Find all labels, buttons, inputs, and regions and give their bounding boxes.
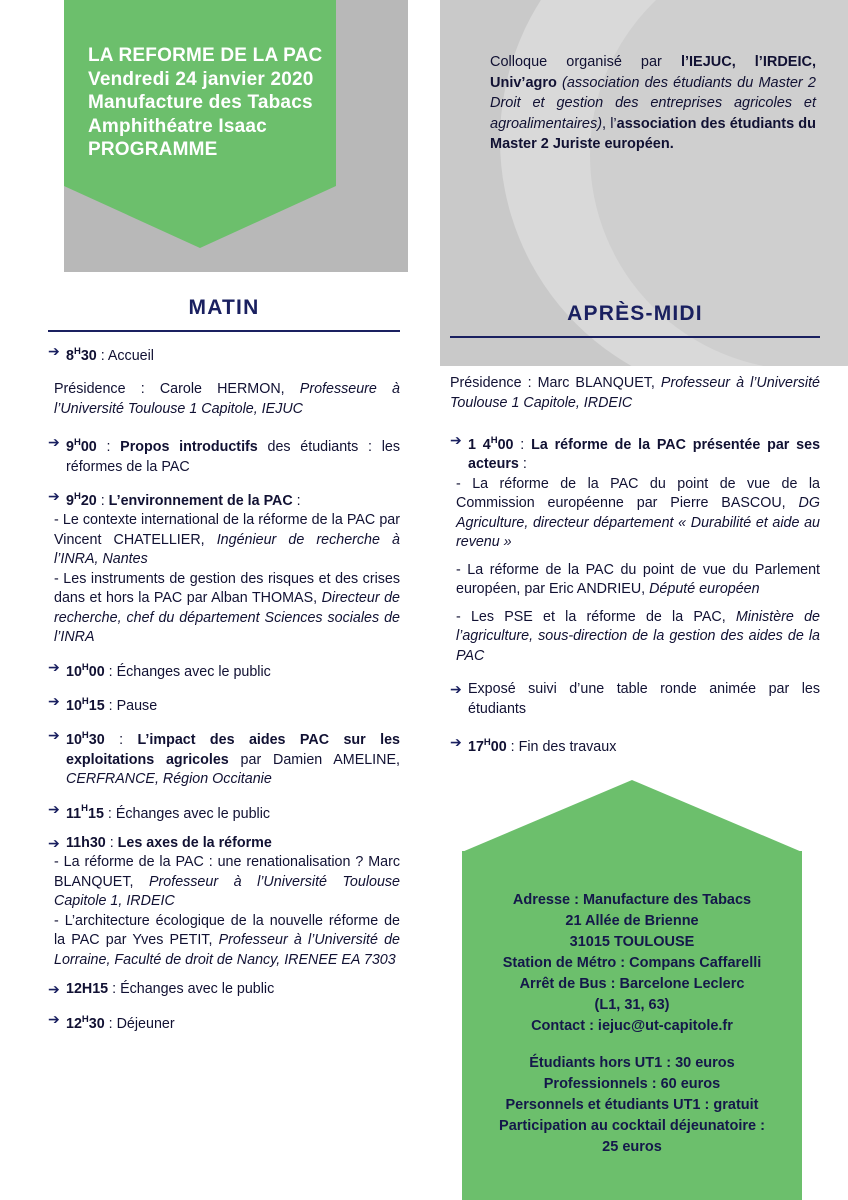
sub-plain: - Le contexte international de la réforme de la PAC par Vincent CHATELLIER, [54, 512, 400, 548]
title-banner [64, 0, 336, 186]
presidency-text [48, 380, 400, 419]
item-label: : [518, 456, 527, 473]
sub-plain: - Les instruments de gestion des risques et des crises dans et hors la PAC par Alban THOMAS, [54, 570, 400, 607]
item-label: Exposé suivi d’une table ronde animée par les étudiants [468, 681, 820, 717]
item-time-sup: H [490, 435, 498, 446]
item-sep: : [96, 492, 109, 509]
item-bold-label: Les axes de la réforme [117, 834, 272, 851]
sub-italic: Professeur à l’Université de Lorraine, Faculté de droit de Nancy, IRENEE EA 7303 [54, 932, 400, 968]
schedule-item [48, 726, 400, 789]
item-time: 12H15 [66, 981, 109, 998]
item-time-rest: 15 [88, 805, 104, 822]
item-bold-label: L’environnement de la PAC [108, 492, 293, 509]
sub-italic: DG Agriculture, directeur département « Durabilité et aide au revenu » [456, 495, 820, 551]
sub-item [48, 570, 400, 648]
item-time-sup: H [81, 730, 89, 742]
arrow-icon: ➔ [48, 834, 60, 851]
sub-item [48, 511, 400, 570]
arrow-icon: ➔ [48, 488, 60, 505]
item-label: Échanges avec le public [116, 663, 271, 680]
sub-plain: - La réforme de la PAC du point de vue de la Commission européenne par Pierre BASCOU, [456, 475, 820, 512]
morning-heading: MATIN [188, 296, 260, 319]
item-sep: : [104, 1015, 117, 1032]
schedule-line [48, 1010, 400, 1034]
item-time-sup: H [81, 1013, 89, 1025]
schedule-item [48, 834, 400, 971]
arrow-icon: ➔ [450, 734, 462, 751]
item-sep: : [108, 981, 121, 998]
arrow-icon: ➔ [48, 981, 60, 998]
item-time-sup: H [483, 737, 491, 749]
item-time-rest: 20 [80, 492, 97, 509]
item-time: 10 [66, 663, 82, 680]
item-time: 8 [66, 347, 74, 364]
banner-line-venue: Manufacture des Tabacs [88, 92, 313, 113]
item-sep: : [104, 732, 138, 749]
info-line-metro: Station de Métro : Compans Caffarelli [502, 955, 762, 971]
sub-item [450, 561, 820, 600]
schedule-item [48, 433, 400, 477]
arrow-icon: ➔ [48, 693, 60, 710]
info-line-address: Adresse : Manufacture des Tabacs [512, 892, 752, 908]
item-time-sup: H [73, 437, 81, 449]
item-time-sup: H [73, 346, 81, 357]
item-time-sup: H [81, 696, 89, 708]
item-time: 10 [66, 732, 82, 749]
item-time-rest: 00 [80, 439, 97, 456]
schedule-line [450, 431, 820, 475]
schedule-item [450, 680, 820, 719]
arrow-icon: ➔ [48, 1010, 60, 1027]
item-sep: : [104, 663, 117, 680]
item-time-sup: H [81, 803, 88, 815]
sub-plain: - La réforme de la PAC : une renationalisation ? Marc BLANQUET, [54, 854, 400, 890]
intro-italic-1: (association des étudiants du Master 2 Droit et gestion des entreprises agricoles et agroalimentaires) [490, 74, 816, 132]
schedule-line [48, 692, 400, 716]
practical-info-box [462, 780, 802, 1200]
arrow-icon: ➔ [48, 434, 60, 451]
schedule-item [450, 431, 820, 666]
schedule-line [48, 800, 400, 824]
banner-line-date: Vendredi 24 janvier 2020 [88, 68, 314, 90]
banner-line-programme: PROGRAMME [88, 139, 218, 160]
sub-item [450, 475, 820, 553]
sub-plain: - L’architecture écologique de la nouvelle réforme de la PAC par Yves PETIT, [54, 912, 400, 949]
item-time: 11h30 [66, 834, 106, 851]
item-label: Accueil [107, 347, 154, 364]
item-time: 12 [66, 1015, 82, 1032]
intro-text-1: Colloque organisé par [490, 54, 681, 70]
presidency-plain: Présidence : Carole HERMON, [54, 381, 300, 398]
info-line-street: 21 Allée de Brienne [565, 913, 699, 929]
item-time-rest: 15 [88, 697, 105, 714]
item-time: 10 [66, 697, 82, 714]
schedule-line [48, 658, 400, 682]
house-roof-shape [462, 780, 802, 852]
fee-line-students-ext: Étudiants hors UT1 : 30 euros [529, 1055, 735, 1071]
item-sep: : [105, 834, 118, 851]
fee-line-professionals: Professionnels : 60 euros [543, 1076, 721, 1092]
presidency-text [450, 374, 820, 413]
intro-text-2: , l’ [602, 115, 617, 132]
presidency-italic: Professeure à l’Université Toulouse 1 Capitole, IEJUC [54, 381, 400, 417]
sub-italic: Ministère de l’agriculture, sous-direction de la gestion des aides de la PAC [456, 608, 820, 664]
info-line-city: 31015 TOULOUSE [569, 934, 695, 950]
presidency-plain: Présidence : Marc BLANQUET, [450, 375, 661, 391]
schedule-item [48, 800, 400, 824]
schedule-item [48, 692, 400, 716]
schedule-item [450, 733, 820, 757]
item-sep: : [103, 805, 116, 822]
item-sep: : [96, 439, 121, 456]
item-label: par Damien AMELINE, [228, 751, 400, 768]
presidency-italic: Professeur à l’Université Toulouse 1 Capitole, IRDEIC [450, 375, 820, 411]
presidency-morning [48, 380, 400, 419]
schedule-line [48, 433, 400, 477]
fee-line-ut1: Personnels et étudiants UT1 : gratuit [505, 1097, 759, 1113]
info-spacer [462, 1037, 802, 1053]
item-label: des étudiants : les réformes de la PAC [66, 439, 400, 475]
schedule-line [48, 726, 400, 789]
item-time-sup: H [81, 661, 89, 673]
intro-bold-2: association des étudiants du Master 2 Juriste européen. [490, 115, 817, 152]
item-time-rest: 30 [88, 1015, 105, 1032]
banner-line-title: LA REFORME DE LA PAC [88, 45, 323, 66]
item-bold-label: L’impact des aides PAC sur les exploitations agricoles [66, 732, 400, 768]
fee-line-cocktail: Participation au cocktail déjeunatoire : [499, 1118, 765, 1134]
item-time-rest: 00 [490, 739, 507, 756]
item-sep: : [104, 697, 117, 714]
arrow-icon: ➔ [48, 658, 60, 675]
item-time-rest: 00 [88, 663, 105, 680]
schedule-item [48, 980, 400, 1000]
arrow-icon: ➔ [48, 727, 60, 744]
item-bold-label: Propos introductifs [120, 439, 258, 456]
info-line-bus-numbers: (L1, 31, 63) [594, 997, 670, 1013]
afternoon-heading: APRÈS-MIDI [567, 302, 703, 325]
sub-plain: - Les PSE et la réforme de la PAC, [456, 608, 736, 625]
presidency-afternoon [450, 374, 820, 413]
arrow-icon: ➔ [450, 681, 462, 698]
schedule-item [48, 487, 400, 648]
morning-divider [48, 330, 400, 332]
arrow-icon: ➔ [48, 800, 60, 817]
item-bold-label: La réforme de la PAC présentée par ses acteurs [468, 436, 821, 473]
sub-item [450, 608, 820, 667]
sub-italic: Directeur de recherche, chef du département Sciences sociales de l’INRA [54, 590, 401, 646]
afternoon-divider [450, 336, 820, 338]
schedule-item [48, 658, 400, 682]
arrow-icon: ➔ [450, 432, 462, 448]
item-time: 9 [66, 492, 74, 509]
sub-italic: Ingénieur de recherche à l’INRA, Nantes [54, 531, 400, 568]
sub-italic: Député européen [649, 581, 760, 598]
practical-info-text [462, 890, 802, 1158]
intro-organizers: l’IEJUC, l’IRDEIC, Univ’agro [490, 54, 816, 91]
item-time: 1 4 [468, 436, 491, 453]
info-line-contact[interactable]: Contact : iejuc@ut-capitole.fr [531, 1018, 733, 1034]
item-time-sup: H [73, 491, 81, 503]
schedule-line [48, 342, 400, 366]
item-sep: : [513, 436, 532, 453]
banner-arrow-point [64, 186, 336, 248]
sub-italic: Professeur à l’Université Toulouse Capitole 1, IRDEIC [54, 873, 401, 910]
info-line-bus: Arrêt de Bus : Barcelone Leclerc [519, 976, 745, 992]
schedule-item [48, 1010, 400, 1034]
item-time-rest: 30 [88, 732, 105, 749]
item-time-rest: 00 [497, 436, 514, 453]
morning-schedule [48, 342, 400, 1044]
schedule-line [450, 733, 820, 757]
schedule-line [48, 834, 400, 854]
schedule-item [48, 342, 400, 366]
item-sep: : [96, 347, 108, 364]
sub-item [48, 853, 400, 912]
schedule-line [450, 680, 820, 719]
item-label: Déjeuner [116, 1015, 175, 1032]
banner-line-room: Amphithéatre Isaac [88, 115, 267, 137]
item-time: 9 [66, 439, 74, 456]
item-time: 17 [468, 739, 484, 756]
sub-plain: - La réforme de la PAC du point de vue du Parlement européen, par Eric ANDRIEU, [456, 561, 820, 598]
sub-item [48, 912, 400, 971]
item-label: Pause [116, 697, 158, 714]
item-sep: : [506, 739, 519, 756]
item-time-rest: 30 [80, 347, 97, 364]
item-label: Échanges avec le public [120, 981, 275, 998]
item-italic: CERFRANCE, Région Occitanie [66, 771, 272, 788]
arrow-icon: ➔ [48, 343, 60, 359]
schedule-line [48, 487, 400, 511]
fee-line-cocktail-price: 25 euros [602, 1139, 662, 1155]
item-label: Échanges avec le public [115, 805, 271, 822]
schedule-line [48, 980, 400, 1000]
item-label: Fin des travaux [518, 739, 617, 756]
organizers-paragraph [490, 52, 816, 155]
item-label: : [292, 492, 301, 509]
afternoon-schedule [450, 374, 820, 768]
item-time: 11 [66, 805, 82, 822]
